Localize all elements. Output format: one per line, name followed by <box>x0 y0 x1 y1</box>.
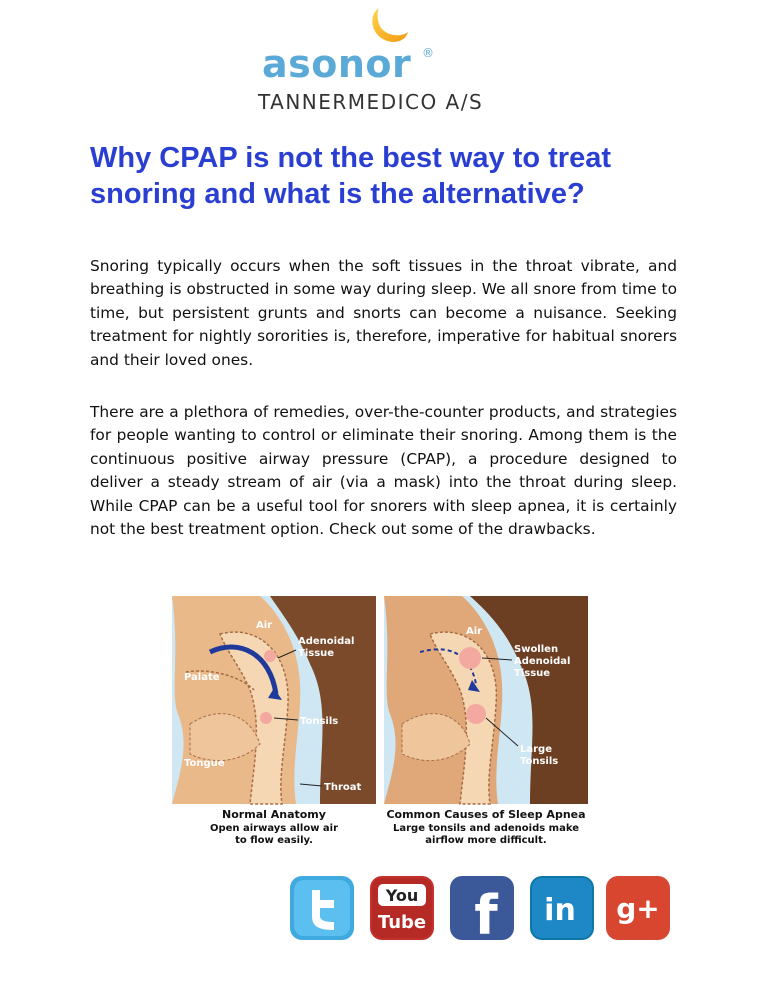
social-icons <box>290 876 670 946</box>
youtube-label-bottom: Tube <box>377 912 427 933</box>
crescent-moon-icon <box>365 6 409 46</box>
label-air: Air <box>256 620 273 631</box>
sleep-apnea-panel <box>384 596 588 804</box>
facebook-label: f <box>474 884 498 940</box>
label-tissue-right: Tissue <box>514 668 551 679</box>
youtube-icon[interactable] <box>370 876 434 940</box>
label-tissue: Tissue <box>298 648 335 659</box>
article-title: Why CPAP is not the best way to treat snoring and what is the alternative? <box>90 142 612 210</box>
label-swollen: Swollen <box>514 644 559 655</box>
company-name: TANNERMEDICO A/S <box>258 90 484 114</box>
right-panel-title: Common Causes of Sleep Apnea <box>386 808 586 821</box>
anatomy-diagram <box>170 594 602 852</box>
google-plus-icon[interactable] <box>606 876 670 940</box>
twitter-icon[interactable] <box>290 876 354 940</box>
logo <box>250 6 510 112</box>
facebook-icon[interactable] <box>450 876 514 940</box>
linkedin-label: in <box>544 893 576 928</box>
left-panel-caption-2: to flow easily. <box>235 835 313 846</box>
label-palate: Palate <box>184 672 220 683</box>
left-panel-caption-1: Open airways allow air <box>209 823 339 834</box>
paragraph-1: Snoring typically occurs when the soft tissues in the throat vibrate, and breathing is obstructed in some way during sleep. We all snore from time to time, but persistent grunts and snorts can become a nuisance. Seeking treatment for nightly sororities is, therefore, imperative for habitual snorers and their loved ones. <box>90 257 677 369</box>
registered-mark: ® <box>422 46 434 60</box>
linkedin-icon[interactable] <box>530 876 594 940</box>
right-panel-caption-1: Large tonsils and adenoids make <box>392 823 580 834</box>
brand-name: asonor <box>262 42 412 86</box>
right-panel-caption-2: airflow more difficult. <box>425 835 547 846</box>
label-tongue: Tongue <box>184 758 225 769</box>
label-tonsils-right: Tonsils <box>520 756 559 767</box>
label-adenoidal: Adenoidal <box>298 636 355 647</box>
youtube-label-top: You <box>385 886 419 905</box>
google-plus-label: g+ <box>616 892 660 925</box>
left-panel-title: Normal Anatomy <box>222 808 326 821</box>
label-air-right: Air <box>466 626 483 637</box>
label-tonsils: Tonsils <box>300 716 339 727</box>
paragraph-2: There are a plethora of remedies, over-the-counter products, and strategies for people wanting to control or eliminate their snoring. Among them is the continuous positive airway pressure (CPAP), a procedure designed to deliver a steady stream of air (via a mask) into the throat during sleep. While CPAP can be a useful tool for snorers with sleep apnea, it is certainly not the best treatment option. Check out some of the drawbacks. <box>90 403 677 539</box>
label-large: Large <box>520 744 552 755</box>
label-adenoidal-right: Adenoidal <box>514 656 571 667</box>
normal-anatomy-panel <box>172 596 376 804</box>
label-throat: Throat <box>324 782 362 793</box>
